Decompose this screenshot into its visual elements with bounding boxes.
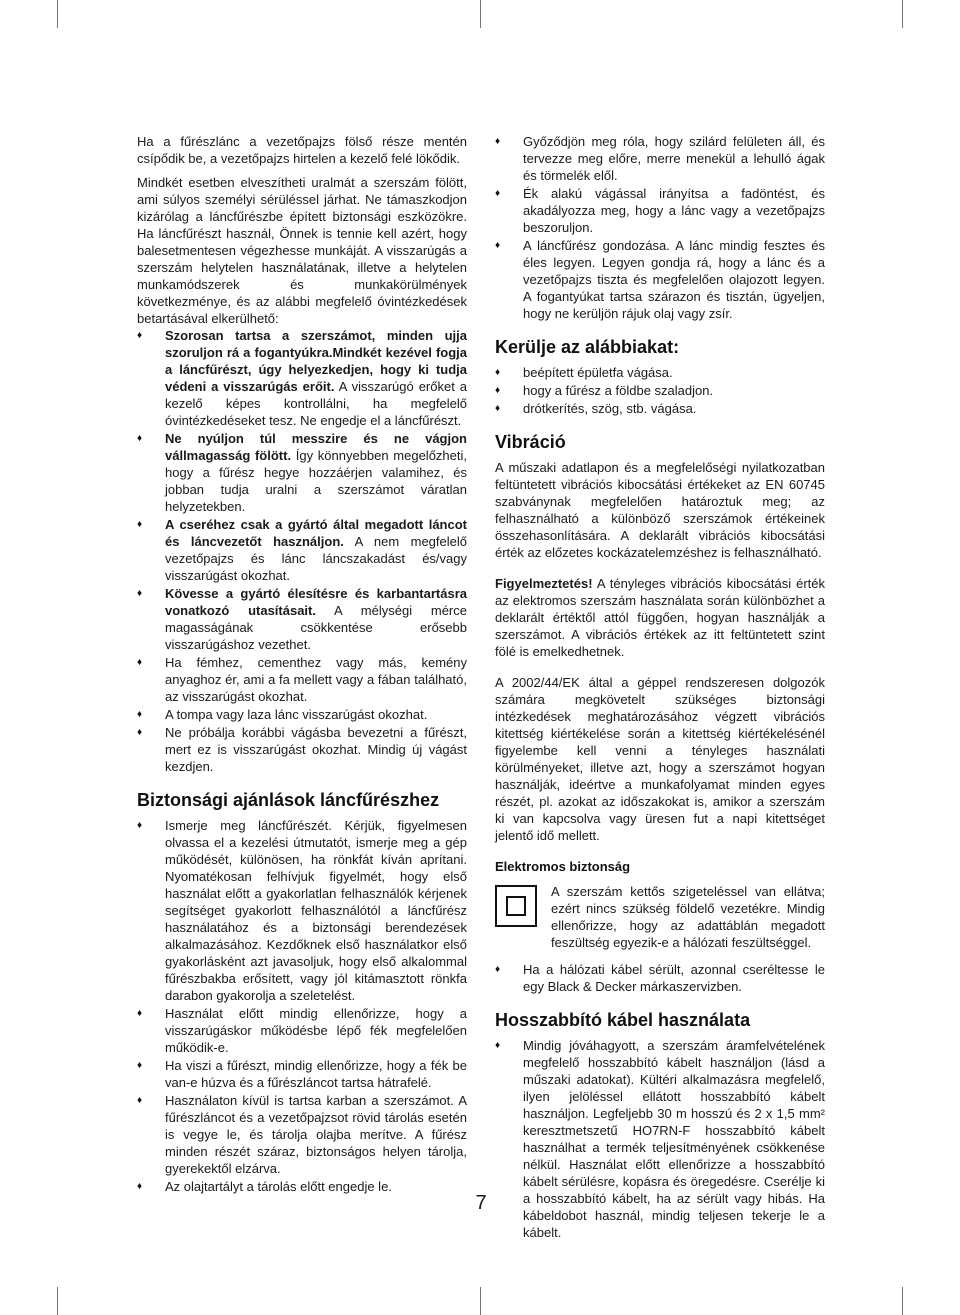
diamond-bullet-icon: ♦ bbox=[137, 330, 143, 341]
avoid-list bbox=[495, 364, 825, 417]
diamond-bullet-icon: ♦ bbox=[137, 1060, 143, 1071]
diamond-bullet-icon: ♦ bbox=[495, 367, 501, 378]
diamond-bullet-icon: ♦ bbox=[137, 519, 143, 530]
list-item: ♦ A cseréhez csak a gyártó által megadott láncot és láncvezetőt használjon. A nem megfelelő vezetőpajzs és lánc láncszakadást és/vagy visszarúgást okozhat. bbox=[137, 517, 467, 583]
paragraph-kickback-control: Mindkét esetben elveszítheti uralmát a szerszám fölött, ami súlyos személyi sérüléssel járhat. Ne támaszkodjon kizárólag a láncfűrészbe épített biztonsági eszközökre. Ha láncfűrészt használ, Önnek is tennie kell azért, hogy balesetmentesen végezhesse munkáját. A visszarúgás a szerszám helytelen használatának, illetve a helytelen munkamódszerek és munkakörülmények következménye, és az alábbi megfelelő óvintézkedések betartásával elkerülhető: bbox=[137, 175, 467, 326]
diamond-bullet-icon: ♦ bbox=[495, 964, 501, 975]
page-number: 7 bbox=[475, 1192, 487, 1214]
list-item: ♦ A tompa vagy laza lánc visszarúgást okozhat. bbox=[137, 707, 428, 722]
list-item: ♦ A láncfűrész gondozása. A lánc mindig fesztes és éles legyen. Legyen gondja rá, hogy a lánc és a vezetőpajzs tiszta és megfelelően olajozott legyen. A fogantyúkat tartsa szárazon és tisztán, ügyeljen, hogy ne kerüljön rájuk olaj vagy zsír. bbox=[495, 238, 825, 321]
diamond-bullet-icon: ♦ bbox=[137, 1095, 143, 1106]
diamond-bullet-icon: ♦ bbox=[495, 136, 501, 147]
diamond-bullet-icon: ♦ bbox=[137, 709, 143, 720]
diamond-bullet-icon: ♦ bbox=[495, 385, 501, 396]
crop-mark-bottom-center bbox=[480, 1287, 481, 1315]
list-item: ♦ Ék alakú vágással irányítsa a fadöntést, és akadályozza meg, hogy a lánc vagy a vezetőpajzs beszoruljon. bbox=[495, 186, 825, 235]
list-item: ♦ Ne próbálja korábbi vágásba bevezetni a fűrészt, mert ez is visszarúgást okozhat. Mindig új vágást kezdjen. bbox=[137, 725, 467, 774]
crop-mark-bottom-right bbox=[902, 1287, 903, 1315]
electrical-list bbox=[495, 961, 825, 995]
crop-mark-top-left bbox=[57, 0, 58, 28]
list-item: ♦ beépített épületfa vágása. bbox=[495, 365, 673, 380]
right-column bbox=[495, 133, 825, 1242]
list-item: ♦ Ismerje meg láncfűrészét. Kérjük, figyelmesen olvassa el a kezelési útmutatót, ismerje meg a gép működését, különösen, ha rönkfát kíván aprítani. Nyomatékosan felhívjuk figyelmét, hogy első használat előtt a gyakorlatlan felhasználók kérjenek segítséget gyakorlott felhasználótól a láncfűrész használatához és a biztonsági berendezések alkalmazásához. Kezdőknek első használatkor első gyakorlásként azt javasoljuk, hogy első alkalommal fűrészbakba erősített, vagy jól kitámasztott rönkfa darabon gyakorolja a szeletelést. bbox=[137, 818, 467, 1003]
kickback-precautions-list bbox=[137, 327, 467, 775]
double-insulation-row bbox=[495, 883, 825, 951]
section-heading-safety: Biztonsági ajánlások láncfűrészhez bbox=[137, 790, 440, 810]
list-item: ♦ Kövesse a gyártó élesítésre és karbantartásra vonatkozó utasításait. A mélységi mérce magasságának csökkentése erősebb visszarúgáshoz vezethet. bbox=[137, 586, 467, 652]
diamond-bullet-icon: ♦ bbox=[137, 1181, 143, 1192]
diamond-bullet-icon: ♦ bbox=[137, 727, 143, 738]
crop-mark-top-center bbox=[480, 0, 481, 28]
felling-list bbox=[495, 133, 825, 322]
list-item: ♦ Ha a hálózati kábel sérült, azonnal cseréltesse le egy Black & Decker márkaszervizben. bbox=[495, 962, 825, 994]
list-item: ♦ Használat előtt mindig ellenőrizze, hogy a visszarúgáskor működésbe lépő fék megfelelően működik-e. bbox=[137, 1006, 467, 1055]
diamond-bullet-icon: ♦ bbox=[137, 820, 143, 831]
list-item: ♦ Mindig jóváhagyott, a szerszám áramfelvételének megfelelő hosszabbító kábelt használjon (lásd a műszaki adatokat). Kültéri alkalmazásra megfelelő, ilyen jelöléssel ellátott hosszabbító kábelt használjon. Legfeljebb 30 m hosszú és 2 x 1,5 mm² keresztmetszetű HO7RN-F hosszabbító kábelt használhat a termék teljesítményének csökkenése nélkül. Használat előtt ellenőrizze a hosszabbító kábelt sérülésre, kopásra és öregedésre. Cserélje ki a hosszabbító kábelt, ha az sérült vagy hibás. Ha kábeldobot használ, mindig teljesen tekerje le a kábelt. bbox=[495, 1038, 825, 1240]
diamond-bullet-icon: ♦ bbox=[495, 188, 501, 199]
section-heading-avoid: Kerülje az alábbiakat: bbox=[495, 337, 680, 357]
section-heading-electrical: Elektromos biztonság bbox=[495, 859, 631, 874]
diamond-bullet-icon: ♦ bbox=[137, 433, 143, 444]
diamond-bullet-icon: ♦ bbox=[137, 1008, 143, 1019]
list-item: ♦ Győződjön meg róla, hogy szilárd felületen áll, és tervezze meg előre, merre menekül a lehulló ágak és törmelék elől. bbox=[495, 134, 825, 183]
list-item: ♦ Ha fémhez, cementhez vagy más, kemény anyaghoz ér, ami a fa mellett vagy a fában található, az visszarúgást okozhat. bbox=[137, 655, 467, 704]
paragraph-vibration-directive: A 2002/44/EK által a géppel rendszeresen dolgozók számára megkövetelt szükséges biztonsági intézkedések meghatározásához végzett vibrációs kitettség kiértékelése során a kitettség kiértékelésénél figyelembe kell venni a tényleges használati körülményeket, illetve azt, hogy a szerszámot hogyan használják, ideértve a munkafolyamat minden egyes részét, pl. azokat az időszakokat is, amikor a szerszám ki van kapcsolva vagy üresen fut a napi kitettséget jelentő idő mellett. bbox=[495, 675, 825, 843]
double-insulation-icon bbox=[495, 885, 537, 927]
list-item: ♦ drótkerítés, szög, stb. vágása. bbox=[495, 401, 697, 416]
list-item: ♦ Ne nyúljon túl messzire és ne vágjon vállmagasság fölött. Így könnyebben megelőzheti, hogy a fűrész hegye hozzáérjen valamihez, és jobban tudja uralni a szerszámot váratlan helyzetekben. bbox=[137, 431, 467, 514]
paragraph-kickback-top: Ha a fűrészlánc a vezetőpajzs fölső része mentén csípődik be, a vezetőpajzs hirtelen a kezelő felé lökődik. bbox=[137, 134, 467, 166]
list-item: ♦ Ha viszi a fűrészt, mindig ellenőrizze, hogy a fék be van-e húzva és a fűrészláncot tartsa hátrafelé. bbox=[137, 1058, 467, 1090]
diamond-bullet-icon: ♦ bbox=[495, 403, 501, 414]
diamond-bullet-icon: ♦ bbox=[495, 240, 501, 251]
list-item: ♦ Szorosan tartsa a szerszámot, minden ujja szoruljon rá a fogantyúkra.Mindkét kezével fogja a láncfűrészt, úgy helyezkedjen, hogy ki tudja védeni a visszarúgás erőit. A visszarúgó erőket a kezelő képes kontrollálni, ha megfelelő óvintézkedéseket tesz. Ne engedje el a láncfűrészt. bbox=[137, 328, 468, 428]
paragraph-vibration-warning: Figyelmeztetés! A tényleges vibrációs kibocsátási érték az elektromos szerszám használata során különbözhet a deklarált értéktől attól függően, hogyan használják a szerszámot. A vibrációs értékek az itt feltüntetett szint fölé is emelkedhetnek. bbox=[495, 576, 825, 659]
paragraph-vibration-declared: A műszaki adatlapon és a megfelelőségi nyilatkozatban feltüntetett vibrációs kibocsátási értékeket az EN 60745 szabványnak megfelelően határoztuk meg; az felhasználható a különböző szerszámok értékeinek összehasonlítására. A deklarált vibrációs kibocsátási érték az előzetes kockázatelemzéshez is felhasználható. bbox=[495, 460, 825, 560]
diamond-bullet-icon: ♦ bbox=[137, 657, 143, 668]
crop-mark-top-right bbox=[902, 0, 903, 28]
extension-cable-list bbox=[495, 1037, 825, 1241]
paragraph-double-insulation: A szerszám kettős szigeteléssel van ellátva; ezért nincs szükség földelő vezetékre. Mindig ellenőrizze, hogy az adattáblán megadott feszültség egyezik-e a hálózati feszültséggel. bbox=[551, 884, 825, 950]
crop-mark-bottom-left bbox=[57, 1287, 58, 1315]
diamond-bullet-icon: ♦ bbox=[137, 588, 143, 599]
diamond-bullet-icon: ♦ bbox=[495, 1040, 501, 1051]
section-heading-vibration: Vibráció bbox=[495, 432, 566, 452]
left-column bbox=[137, 133, 467, 1196]
list-item: ♦ Használaton kívül is tartsa karban a szerszámot. A fűrészláncot és a vezetőpajzsot rövid tárolás esetén is vegye le, és tárolja olajba merítve. A fűrész minden részét száraz, biztonságos helyen tárolja, gyerekektől elzárva. bbox=[137, 1093, 467, 1176]
section-heading-extension-cable: Hosszabbító kábel használata bbox=[495, 1010, 751, 1030]
list-item: ♦ Az olajtartályt a tárolás előtt engedje le. bbox=[137, 1179, 392, 1194]
list-item: ♦ hogy a fűrész a földbe szaladjon. bbox=[495, 383, 714, 398]
safety-recommendations-list bbox=[137, 817, 467, 1195]
